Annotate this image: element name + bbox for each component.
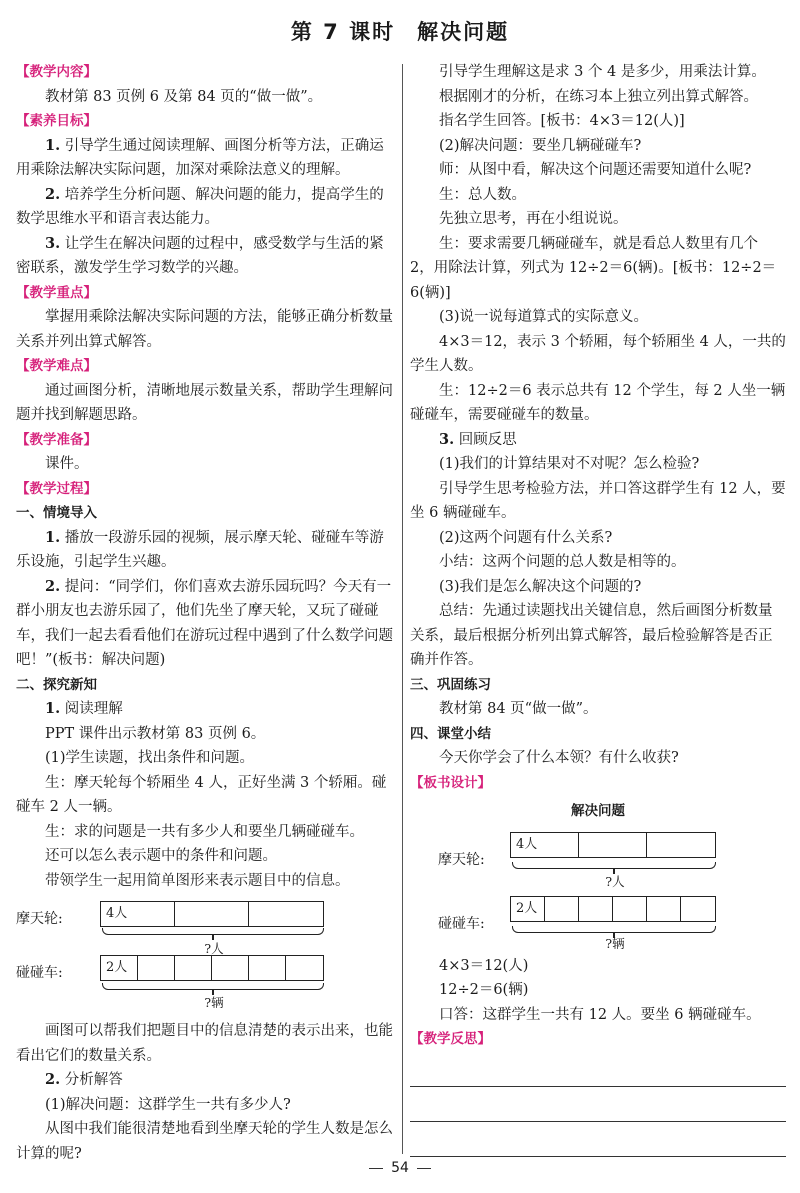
difficult-text: 通过画图分析，清晰地展示数量关系，帮助学生理解问题并找到解题思路。: [16, 382, 393, 423]
r-line-7: 先独立思考，再在小组说说。: [439, 211, 628, 227]
step-1-2: 2. 提问：“同学们，你们喜欢去游乐园玩吗？今天有一群小朋友也去游乐园了，他们先坐了摩天轮，又玩了碰碰车，我们一起去看看他们在游玩过程中遇到了什么数学问题吧！”(板书：解决问题): [16, 577, 393, 668]
step-2-1: 1. 阅读理解: [45, 700, 123, 717]
board-ferris-bar: [510, 832, 716, 858]
goal-2: 2. 培养学生分析问题、解决问题的能力，提高学生的数学思维水平和语言表达能力。: [16, 185, 384, 227]
bumper-cell-empty: [286, 956, 323, 980]
board-ferris-brace: [512, 862, 716, 869]
tag-key-points: 【教学重点】: [16, 284, 97, 301]
bar-diagram-board: [410, 826, 786, 952]
section-4-heading: 四、课堂小结: [410, 725, 491, 742]
board-bumper-cell-empty: [647, 897, 681, 921]
ppt-text: PPT 课件出示教材第 83 页例 6。: [45, 725, 266, 742]
goal-1: 1. 引导学生通过阅读理解、画图分析等方法，正确运用乘除法解决实际问题，加深对乘除法意义的理解。: [16, 136, 384, 178]
bumper-bar: [100, 955, 324, 981]
r-line-17: (3)我们是怎么解决这个问题的?: [439, 578, 642, 595]
question-1-text: 从图中我们能很清楚地看到坐摩天轮的学生人数是怎么计算的呢?: [16, 1121, 393, 1162]
board-answer: 口答：这群学生一共有 12 人。要坐 6 辆碰碰车。: [439, 1006, 761, 1023]
board-bumper-cell-empty: [613, 897, 647, 921]
section-1-heading: 一、情境导入: [16, 505, 97, 521]
section-2-heading: 二、探究新知: [16, 676, 97, 693]
board-bumper-cell-empty: [579, 897, 613, 921]
reflection-line: [410, 1087, 786, 1122]
reflection-line: [410, 1122, 786, 1157]
page-footer: [0, 1160, 800, 1176]
bumper-cell-empty: [138, 956, 175, 980]
ferris-label: 摩天轮:: [16, 911, 63, 927]
r-line-1: 引导学生理解这是求 3 个 4 是多少，用乘法计算。: [439, 64, 766, 80]
page-number: 54: [391, 1160, 409, 1176]
column-divider: [402, 64, 403, 1154]
r-line-18: 总结：先通过读题找出关键信息，然后画图分析数量关系，最后根据分析列出算式解答，最后检验解答是否正确并作答。: [410, 603, 773, 668]
tag-goals: 【素养目标】: [16, 113, 97, 129]
read-3: 生：求的问题是一共有多少人和要坐几辆碰碰车。: [45, 823, 364, 840]
r-line-13: (1)我们的计算结果对不对呢？怎么检验?: [439, 456, 700, 472]
tag-process: 【教学过程】: [16, 480, 97, 497]
left-column: [16, 60, 394, 1166]
r-line-4: (2)解决问题：要坐几辆碰碰车?: [439, 137, 642, 154]
r-step-3: 3. 回顾反思: [439, 430, 517, 448]
tag-board-design: 【板书设计】: [410, 774, 491, 791]
title-lesson: 第 7 课时: [290, 20, 396, 44]
step-2-2: 2. 分析解答: [45, 1071, 123, 1088]
ferris-cell: 4人: [101, 902, 175, 926]
r-line-11: 生：12÷2＝6 表示总共有 12 个学生，每 2 人坐一辆碰碰车，需要碰碰车的数量。: [410, 382, 786, 423]
board-ferris-cell: 4人: [511, 833, 579, 857]
board-bumper-cell-empty: [681, 897, 715, 921]
section-3-heading: 三、巩固练习: [410, 676, 491, 693]
read-4: 还可以怎么表示题中的条件和问题。: [45, 848, 277, 864]
step-1-1: 1. 播放一段游乐园的视频，展示摩天轮、碰碰车等游乐设施，引起学生兴趣。: [16, 528, 384, 570]
tag-difficulties: 【教学难点】: [16, 358, 97, 374]
ferris-cell-empty: [175, 902, 249, 926]
prep-text: 课件。: [45, 456, 89, 472]
bumper-label: 碰碰车:: [16, 965, 63, 981]
r-line-14: 引导学生思考检验方法，并口答这群学生有 12 人，要坐 6 辆碰碰车。: [410, 480, 786, 521]
board-ferris-label: 摩天轮:: [438, 851, 485, 868]
read-1: (1)学生读题，找出条件和问题。: [45, 750, 255, 766]
r-line-10: 4×3＝12，表示 3 个轿厢，每个轿厢坐 4 人，一共的学生人数。: [410, 333, 786, 374]
right-column: [410, 60, 786, 1157]
board-eq-1: 4×3＝12(人): [439, 957, 529, 974]
read-2: 生：摩天轮每个轿厢坐 4 人，正好坐满 3 个轿厢。碰碰车 2 人一辆。: [16, 774, 387, 815]
r-line-8: 生：要求需要几辆碰碰车，就是看总人数里有几个 2，用除法计算，列式为 12÷2＝6(辆)。[板书：12÷2＝6(辆)]: [410, 235, 777, 301]
board-ferris-cell-empty: [579, 833, 647, 857]
content-text: 教材第 83 页例 6 及第 84 页的“做一做”。: [45, 88, 323, 105]
bumper-brace: [102, 983, 324, 990]
goal-3: 3. 让学生在解决问题的过程中，感受数学与生活的紧密联系，激发学生学习数学的兴趣。: [16, 234, 384, 276]
reflection-line: [410, 1052, 786, 1087]
board-bumper-bar: [510, 896, 716, 922]
question-1: (1)解决问题：这群学生一共有多少人?: [45, 1096, 291, 1113]
key-text: 掌握用乘除法解决实际问题的方法，能够正确分析数量关系并列出算式解答。: [16, 309, 393, 350]
ferris-cell-empty: [249, 902, 323, 926]
reflection-lines: [410, 1052, 786, 1157]
r-line-5: 师：从图中看，解决这个问题还需要知道什么呢?: [439, 162, 752, 178]
r-line-3: 指名学生回答。[板书：4×3＝12(人)]: [439, 113, 685, 129]
board-ferris-question: ?人: [605, 873, 625, 889]
r-line-2: 根据刚才的分析，在练习本上独立列出算式解答。: [439, 88, 758, 105]
tag-teaching-content: 【教学内容】: [16, 64, 97, 80]
board-eq-2: 12÷2＝6(辆): [439, 982, 529, 998]
board-bumper-label: 碰碰车:: [438, 915, 485, 932]
ferris-brace: [102, 928, 324, 935]
r-line-15: (2)这两个问题有什么关系?: [439, 529, 613, 546]
r-line-20: 今天你学会了什么本领？有什么收获?: [439, 750, 679, 766]
ferris-bar: [100, 901, 324, 927]
r-line-9: (3)说一说每道算式的实际意义。: [439, 309, 649, 325]
board-title: 解决问题: [571, 803, 625, 819]
bumper-cell: 2人: [101, 956, 138, 980]
board-bumper-cell-empty: [545, 897, 579, 921]
after-diagram: 画图可以帮我们把题目中的信息清楚的表示出来，也能看出它们的数量关系。: [16, 1023, 393, 1064]
board-ferris-cell-empty: [647, 833, 715, 857]
read-5: 带领学生一起用简单图形来表示题目中的信息。: [45, 872, 350, 889]
board-bumper-question: ?辆: [605, 935, 625, 951]
bar-diagram-left: [16, 895, 394, 995]
bumper-cell-empty: [175, 956, 212, 980]
title-topic: 解决问题: [417, 20, 510, 44]
ferris-question: ?人: [204, 941, 224, 956]
r-line-6: 生：总人数。: [439, 186, 526, 203]
bumper-brace-row: [16, 997, 394, 1019]
tag-preparation: 【教学准备】: [16, 431, 97, 448]
page-title: [0, 16, 800, 46]
r-line-16: 小结：这两个问题的总人数是相等的。: [439, 554, 686, 570]
tag-reflection: 【教学反思】: [410, 1031, 491, 1047]
r-line-19: 教材第 84 页“做一做”。: [439, 701, 598, 717]
board-bumper-cell: 2人: [511, 897, 545, 921]
bumper-cell-empty: [212, 956, 249, 980]
bumper-cell-empty: [249, 956, 286, 980]
bumper-question: ?辆: [204, 995, 224, 1010]
